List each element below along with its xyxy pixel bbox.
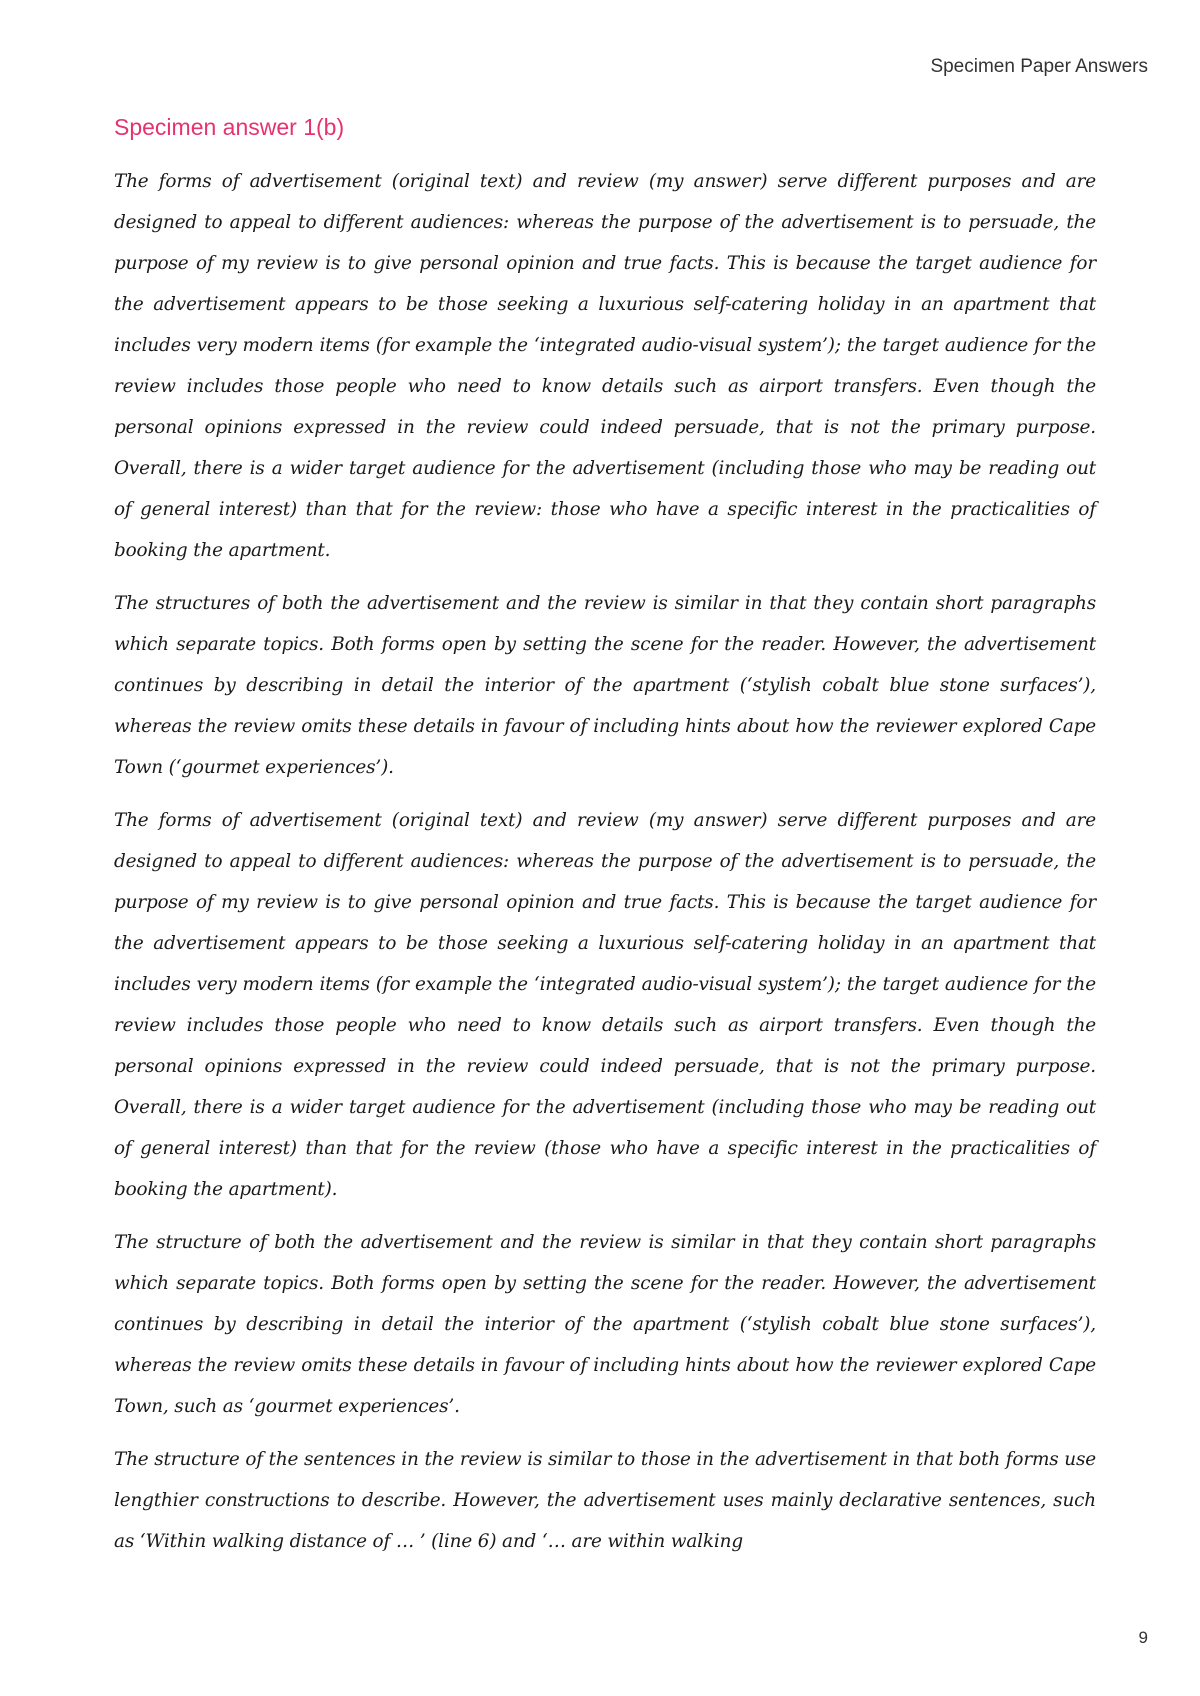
running-header: Specimen Paper Answers <box>930 56 1148 77</box>
answer-body <box>114 161 1096 1574</box>
paragraph-1: The forms of advertisement (original text) and review (my answer) serve different purposes and are designed to appeal to different audiences: whereas the purpose of the advertisement is to persuade, the purpose of my review is to give personal opinion and true facts. This is because the target audience for the advertisement appears to be those seeking a luxurious self-catering holiday in an apartment that includes very modern items (for example the ‘integrated audio-visual system’); the target audience for the review includes those people who need to know details such as airport transfers. Even though the personal opinions expressed in the review could indeed persuade, that is not the primary purpose. Overall, there is a wider target audience for the advertisement (including those who may be reading out of general interest) than that for the review: those who have a specific interest in the practicalities of booking the apartment. <box>114 171 1096 561</box>
section-heading: Specimen answer 1(b) <box>114 114 345 140</box>
paragraph-2: The structures of both the advertisement and the review is similar in that they contain short paragraphs which separate topics. Both forms open by setting the scene for the reader. However, the advertisement continues by describing in detail the interior of the apartment (‘stylish cobalt blue stone surfaces’), whereas the review omits these details in favour of including hints about how the reviewer explored Cape Town (‘gourmet experiences’). <box>114 593 1096 778</box>
page-number: 9 <box>1138 1628 1148 1647</box>
paragraph-3: The forms of advertisement (original text) and review (my answer) serve different purposes and are designed to appeal to different audiences: whereas the purpose of the advertisement is to persuade, the purpose of my review is to give personal opinion and true facts. This is because the target audience for the advertisement appears to be those seeking a luxurious self-catering holiday in an apartment that includes very modern items (for example the ‘integrated audio-visual system’); the target audience for the review includes those people who need to know details such as airport transfers. Even though the personal opinions expressed in the review could indeed persuade, that is not the primary purpose. Overall, there is a wider target audience for the advertisement (including those who may be reading out of general interest) than that for the review (those who have a specific interest in the practicalities of booking the apartment). <box>114 810 1096 1200</box>
paragraph-4: The structure of both the advertisement and the review is similar in that they contain short paragraphs which separate topics. Both forms open by setting the scene for the reader. However, the advertisement continues by describing in detail the interior of the apartment (‘stylish cobalt blue stone surfaces’), whereas the review omits these details in favour of including hints about how the reviewer explored Cape Town, such as ‘gourmet experiences’. <box>114 1232 1096 1417</box>
paragraph-5: The structure of the sentences in the review is similar to those in the advertisement in that both forms use lengthier constructions to describe. However, the advertisement uses mainly declarative sentences, such as ‘Within walking distance of … ’ (line 6) and ‘… are within walking <box>114 1449 1096 1552</box>
